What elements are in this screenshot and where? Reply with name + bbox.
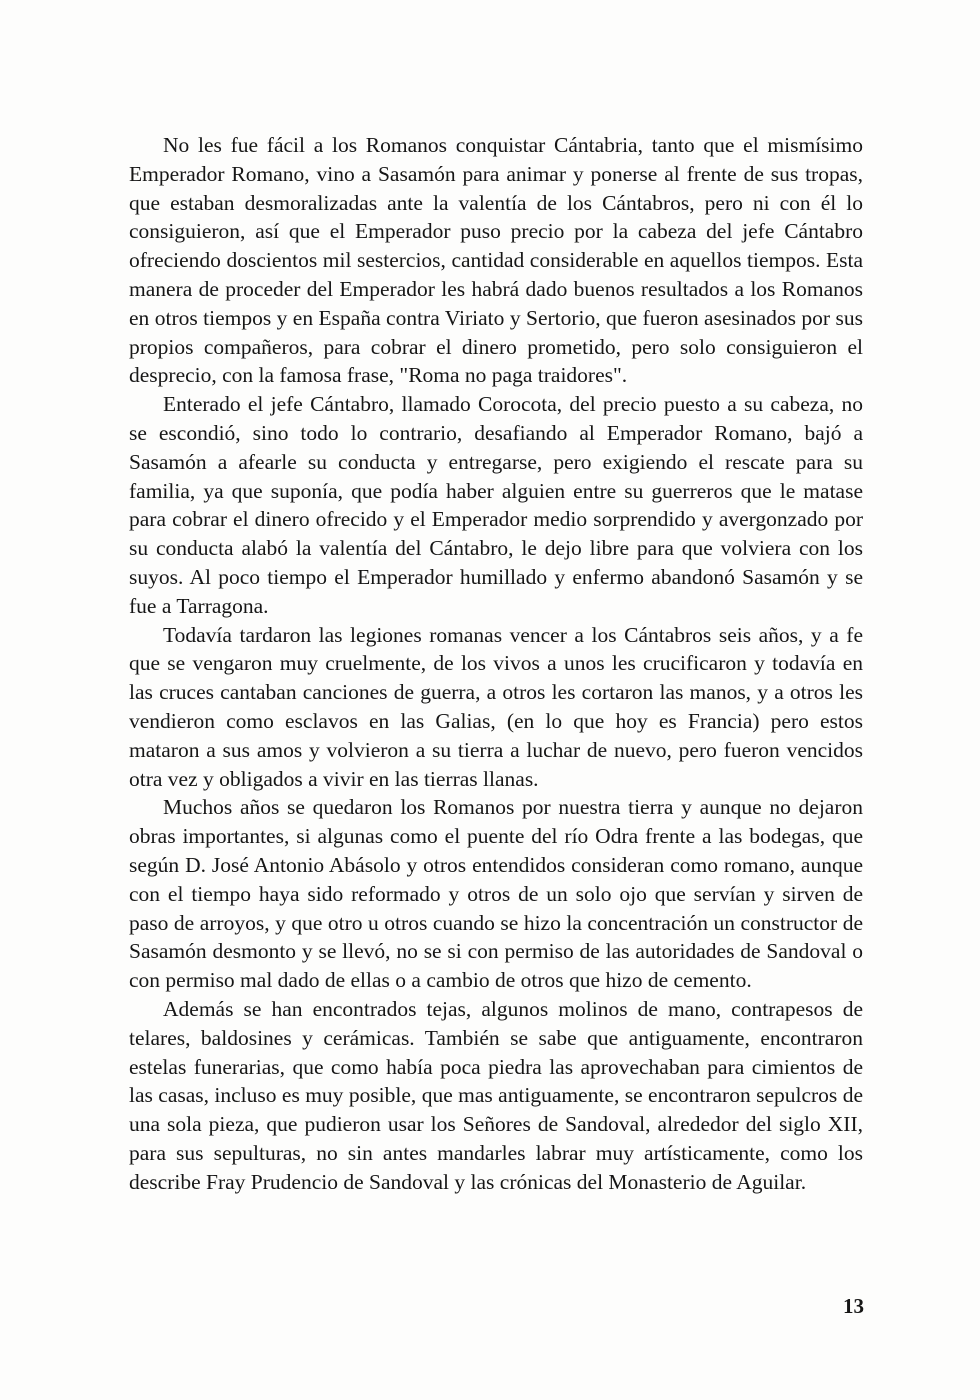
paragraph-4: Muchos años se quedaron los Romanos por nuestra tierra y aunque no dejaron obras importantes, si algunas como el puente del río Odra frente a las bodegas, que según D. José Antonio Abásolo y otros entendidos consideran como romano, aunque con el tiempo haya sido reformado y otros de un solo ojo que servían y sirven de paso de arroyos, y que otro u otros cuando se hizo la concentración un constructor de Sasamón desmonto y se llevó, no se si con permiso de las autoridades de Sandoval o con permiso mal dado de ellas o a cambio de otros que hizo de cemento. — [129, 795, 863, 993]
paragraph-3: Todavía tardaron las legiones romanas vencer a los Cántabros seis años, y a fe que se vengaron muy cruelmente, de los vivos a unos les crucificaron y todavía en las cruces cantaban canciones de guerra, a otros les cortaron las manos, y a otros les vendieron como esclavos en las Galias, (en lo que hoy es Francia) pero estos mataron a sus amos y volvieron a su tierra a luchar de nuevo, pero fueron vencidos otra vez y obligados a vivir en las tierras llanas. — [129, 622, 863, 791]
body-text — [129, 131, 863, 1196]
page-number: 13 — [843, 1294, 864, 1318]
paragraph-1: No les fue fácil a los Romanos conquistar Cántabria, tanto que el mismísimo Emperador Romano, vino a Sasamón para animar y ponerse al frente de sus tropas, que estaban desmoralizadas ante la valentía de los Cántabros, pero ni con él lo consiguieron, así que el Emperador puso precio por la cabeza del jefe Cántabro ofreciendo doscientos mil sestercios, cantidad considerable en aquellos tiempos. Esta manera de proceder del Emperador les habrá dado buenos resultados a los Romanos en otros tiempos y en España contra Viriato y Sertorio, que fueron asesinados por sus propios compañeros, para cobrar el dinero prometido, pero solo consiguieron el desprecio, con la famosa frase, "Roma no paga traidores". — [129, 133, 863, 388]
paragraph-5: Además se han encontrados tejas, algunos molinos de mano, contrapesos de telares, baldosines y cerámicas. También se sabe que antiguamente, encontraron estelas funerarias, que como había poca piedra las aprovechaban para cimientos de las casas, incluso es muy posible, que mas antiguamente, se encontraron sepulcros de una sola pieza, que pudieron usar los Señores de Sandoval, alrededor del siglo XII, para sus sepulturas, no sin antes mandarles labrar muy artísticamente, como los describe Fray Prudencio de Sandoval y las crónicas del Monasterio de Aguilar. — [129, 996, 863, 1194]
paragraph-2: Enterado el jefe Cántabro, llamado Corocota, del precio puesto a su cabeza, no se escondió, sino todo lo contrario, desafiando al Emperador Romano, bajó a Sasamón a afearle su conducta y entregarse, pero exigiendo el rescate para su familia, ya que suponía, que podía haber alguien entre su guerreros que le matase para cobrar el dinero ofrecido y el Emperador medio sorprendido y avergonzado por su conducta alabó la valentía del Cántabro, le dejo libre para que volviera con los suyos. Al poco tiempo el Emperador humillado y enfermo abandonó Sasamón y se fue a Tarragona. — [129, 392, 863, 618]
